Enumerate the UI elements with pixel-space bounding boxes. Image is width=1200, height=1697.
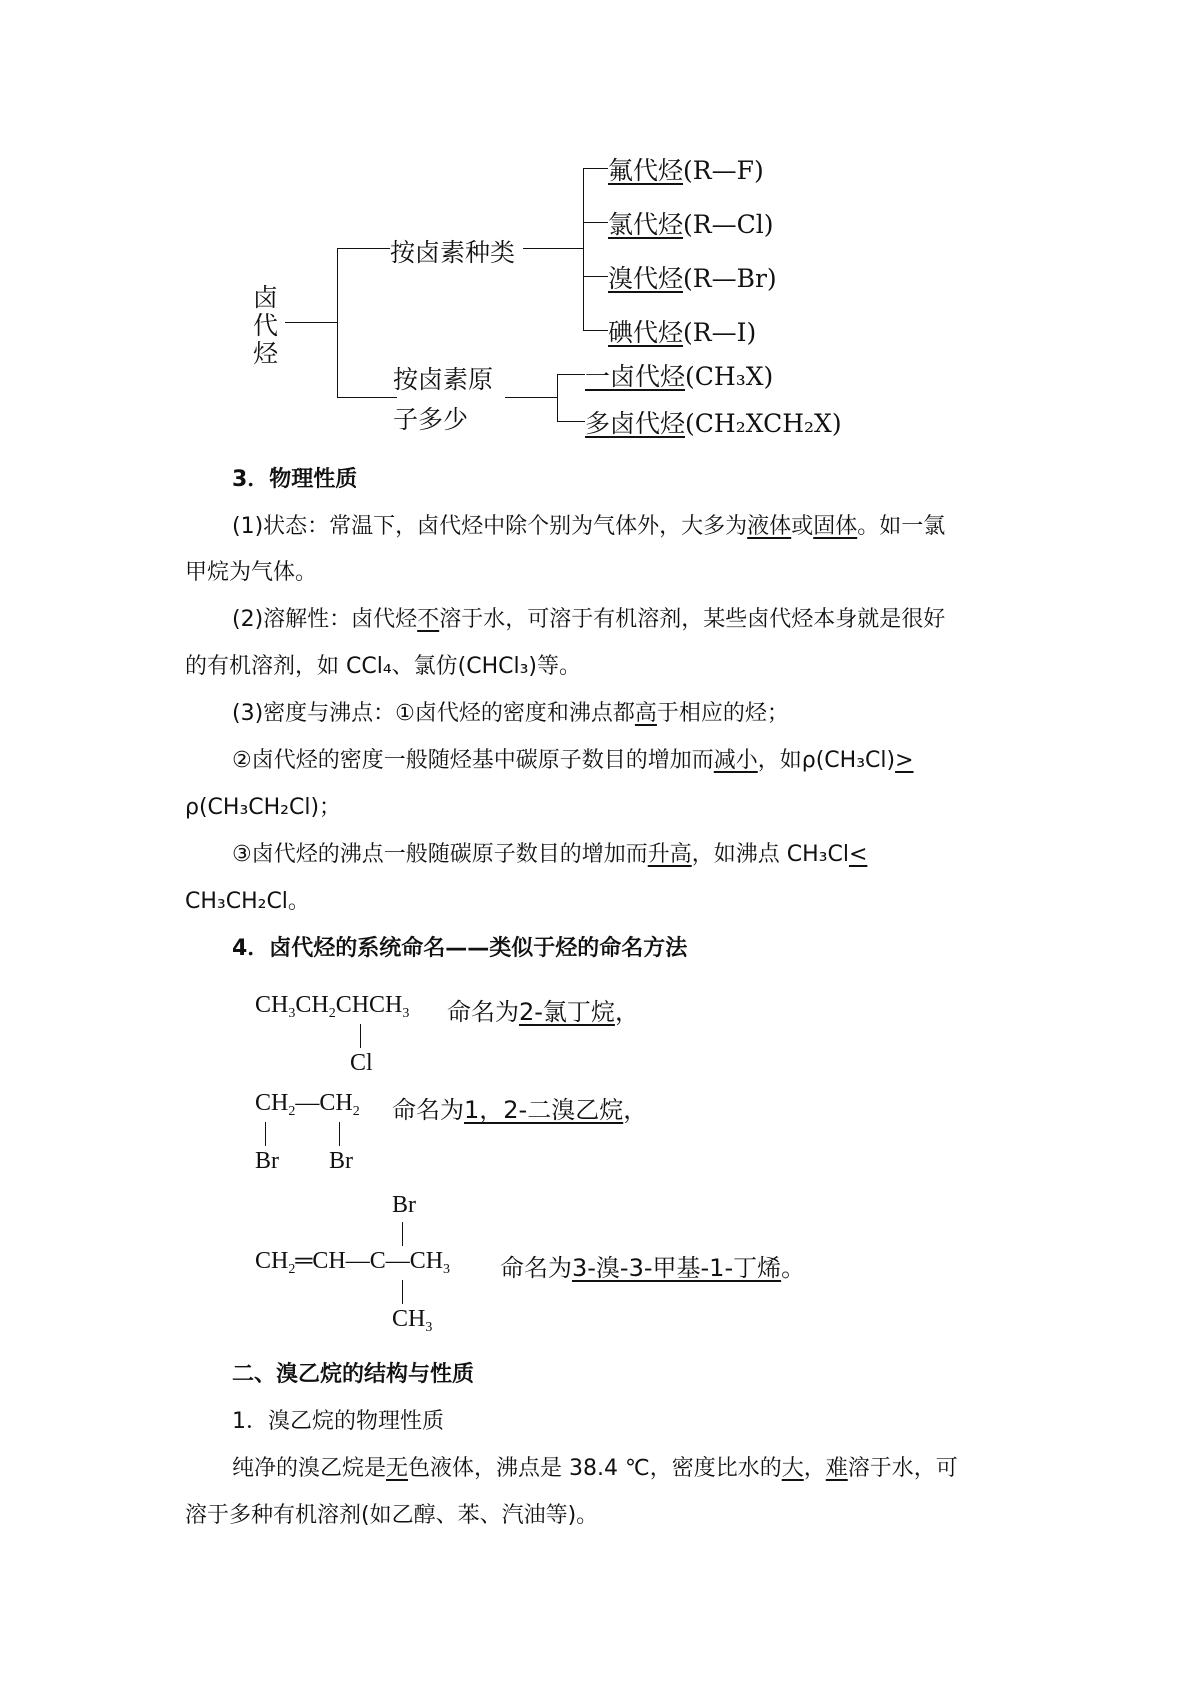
naming-result: 命名为2-氯丁烷，: [447, 998, 639, 1026]
bond-line: [360, 1024, 361, 1048]
tree-connector: [505, 397, 557, 398]
tree-root-char-2: 代: [253, 311, 279, 340]
tree-connector: [337, 397, 397, 398]
substituent-ch3: $CH_3$: [392, 1306, 433, 1335]
part2-heading: 二、溴乙烷的结构与性质: [232, 1362, 475, 1387]
substituent-br: Br: [392, 1192, 416, 1218]
paragraph-bromoethane: 纯净的溴乙烷是无色液体，沸点是 38.4 ℃，密度比水的大，难溶于水，可: [232, 1456, 958, 1481]
bond-line: [402, 1222, 403, 1246]
paragraph-density-trend-line2: ρ(CH₃CH₂Cl)；: [185, 795, 342, 820]
tree-leaf-poly: 多卤代烃(CH₂XCH₂X): [585, 409, 842, 438]
structural-formula: $CH_2═CH—C—CH_3$: [255, 1248, 451, 1277]
tree-connector: [583, 168, 584, 330]
paragraph-solubility-line2: 的有机溶剂，如 CCl₄、氯仿(CHCl₃)等。: [185, 654, 582, 679]
tree-connector: [583, 168, 608, 169]
bond-line: [402, 1280, 403, 1304]
paragraph-density-trend: ②卤代烃的密度一般随烃基中碳原子数目的增加而减小，如ρ(CH₃Cl)>: [232, 748, 914, 773]
naming-result: 命名为3-溴-3-甲基-1-丁烯。: [500, 1254, 806, 1282]
paragraph-state: (1)状态：常温下，卤代烃中除个别为气体外，大多为液体或固体。如一氯: [232, 514, 946, 539]
tree-branch-halogen-count-line1: 按卤素原: [393, 365, 494, 394]
structural-formula: $CH_2—CH_2$: [255, 1090, 360, 1119]
tree-leaf-bromo: 溴代烃(R—Br): [608, 264, 777, 293]
bond-line: [339, 1122, 340, 1146]
section3-heading: 3．物理性质: [232, 467, 358, 492]
substituent-br: Br: [255, 1148, 279, 1174]
paragraph-boiling-trend: ③卤代烃的沸点一般随碳原子数目的增加而升高，如沸点 CH₃Cl<: [232, 842, 868, 867]
tree-connector: [337, 248, 338, 397]
substituent-br: Br: [329, 1148, 353, 1174]
tree-connector: [523, 248, 583, 249]
part2-subheading: 1．溴乙烷的物理性质: [232, 1409, 444, 1434]
section4-heading: 4．卤代烃的系统命名——类似于烃的命名方法: [232, 936, 688, 961]
paragraph-density-boiling: (3)密度与沸点：①卤代烃的密度和沸点都高于相应的烃；: [232, 701, 789, 726]
paragraph-bromoethane-line2: 溶于多种有机溶剂(如乙醇、苯、汽油等)。: [185, 1503, 599, 1528]
naming-result: 命名为1，2-二溴乙烷，: [392, 1096, 648, 1124]
tree-root-char-1: 卤: [253, 283, 279, 312]
substituent-cl: Cl: [350, 1050, 373, 1076]
structural-formula: $CH_3CH_2CHCH_3$: [255, 992, 410, 1021]
tree-connector: [557, 421, 585, 422]
tree-connector: [557, 374, 585, 375]
tree-connector: [337, 248, 390, 249]
tree-connector: [583, 276, 608, 277]
tree-leaf-chloro: 氯代烃(R—Cl): [608, 210, 774, 239]
tree-leaf-iodo: 碘代烃(R—I): [608, 318, 757, 347]
tree-connector: [583, 222, 608, 223]
tree-branch-halogen-count-line2: 子多少: [393, 405, 469, 434]
tree-root-char-3: 烃: [253, 339, 279, 368]
paragraph-boiling-trend-line2: CH₃CH₂Cl。: [185, 889, 310, 914]
tree-leaf-fluoro: 氟代烃(R—F): [608, 156, 764, 185]
paragraph-state-line2: 甲烷为气体。: [185, 560, 318, 585]
paragraph-solubility: (2)溶解性：卤代烃不溶于水，可溶于有机溶剂，某些卤代烃本身就是很好: [232, 607, 946, 632]
tree-connector: [583, 330, 608, 331]
tree-connector: [557, 374, 558, 421]
tree-branch-halogen-type: 按卤素种类: [390, 238, 516, 267]
bond-line: [265, 1122, 266, 1146]
tree-leaf-mono: 一卤代烃(CH₃X): [585, 362, 774, 391]
tree-connector: [285, 322, 337, 323]
